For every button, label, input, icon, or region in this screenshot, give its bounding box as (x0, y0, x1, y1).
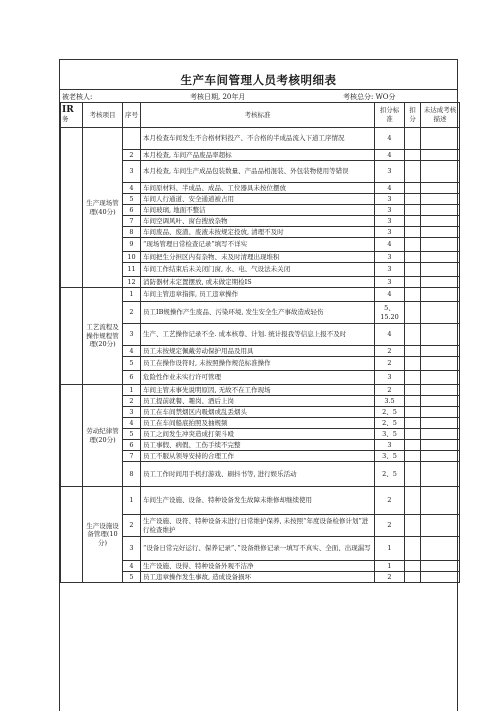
standard-cell: 车间主管违章指挥, 员工违章操作 (141, 288, 375, 302)
standard-cell: 本月检查, 车间生产成品包装数量、产品品相混装、外包装物使用等错误 (141, 161, 375, 183)
deduct-standard-cell: 4 (375, 150, 405, 161)
standard-cell: 生产设施、设得、特种设备外观不洁净 (141, 561, 375, 572)
standard-cell: 员工未按规定佩戴劳动保护用品及用具 (141, 346, 375, 357)
seq-cell: 3 (123, 324, 141, 346)
deduct-standard-cell: 3 (375, 440, 405, 451)
header-item: 考核项目 (83, 103, 123, 128)
header-seq: 序号 (123, 103, 141, 128)
seq-cell: 11 (123, 263, 141, 277)
standard-cell: 员工工作时间用手机打游戏、刷抖书等, 进行娱乐活动 (141, 462, 375, 487)
deduct-cell[interactable] (405, 357, 421, 371)
seq-cell: 4 (123, 183, 141, 194)
deduct-standard-cell: 1 (375, 561, 405, 572)
blank-cell (61, 487, 83, 583)
deduct-standard-cell: 3、5 (375, 429, 405, 440)
seq-cell: 10 (123, 252, 141, 263)
date-label: 考核日期, 20年月 (190, 93, 246, 101)
deduct-cell[interactable] (405, 462, 421, 487)
standard-cell: 车间工作结束后未关闭门窗, 水、电、气设法未关闭 (141, 263, 375, 277)
deduct-cell[interactable] (405, 418, 421, 429)
deduct-standard-cell: 2 (375, 357, 405, 371)
deduct-cell[interactable] (405, 216, 421, 227)
seq-cell: 2 (123, 396, 141, 407)
unmet-description-cell[interactable] (421, 385, 460, 396)
unmet-description-cell[interactable] (421, 371, 460, 385)
category-cell: 生产设施设备管理(10分) (83, 487, 123, 583)
header-deduct: 扣分 (405, 103, 421, 128)
table-row (61, 288, 460, 302)
deduct-cell[interactable] (405, 429, 421, 440)
deduct-standard-cell: 2 (375, 346, 405, 357)
deduct-standard-cell: 3 (375, 194, 405, 205)
unmet-description-cell[interactable] (421, 429, 460, 440)
deduct-standard-cell: 4 (375, 128, 405, 150)
deduct-cell[interactable] (405, 396, 421, 407)
category-cell: 劳动纪律管理(20分) (83, 385, 123, 487)
standard-cell: 本月检查, 车间产品废品率超标 (141, 150, 375, 161)
seq-cell: 3 (123, 161, 141, 183)
standard-cell: 车间把生分担区内有杂物、未及时清理出现堆积 (141, 252, 375, 263)
seq-cell: 4 (123, 346, 141, 357)
assessment-sheet (59, 59, 458, 711)
unmet-description-cell[interactable] (421, 418, 460, 429)
standard-cell: 车间原材料、半成品、成品、工位器具未按位摆放 (141, 183, 375, 194)
deduct-cell[interactable] (405, 385, 421, 396)
unmet-description-cell[interactable] (421, 451, 460, 462)
seq-cell: 8 (123, 462, 141, 487)
unmet-description-cell[interactable] (421, 537, 460, 561)
unmet-description-cell[interactable] (421, 357, 460, 371)
seq-cell (123, 128, 141, 150)
deduct-cell[interactable] (405, 451, 421, 462)
deduct-standard-cell: 3 (375, 227, 405, 238)
deduct-standard-cell: 2 (375, 385, 405, 396)
deduct-standard-cell: 4 (375, 288, 405, 302)
deduct-standard-cell: 3、5 (375, 451, 405, 462)
deduct-standard-cell: 3 (375, 263, 405, 277)
deduct-cell[interactable] (405, 227, 421, 238)
unmet-description-cell[interactable] (421, 227, 460, 238)
deduct-standard-cell: 3 (375, 371, 405, 385)
deduct-standard-cell: 2 (375, 487, 405, 515)
blank-cell (61, 128, 83, 288)
deduct-cell[interactable] (405, 515, 421, 537)
standard-cell: 员工事假、病假、工伤手续不完整 (141, 440, 375, 451)
unmet-description-cell[interactable] (421, 515, 460, 537)
table-row (61, 128, 460, 150)
standard-cell: 消防器材未定置摆放, 或未做定期检IS (141, 277, 375, 288)
standard-cell: 车间人行通道、安全通道被占用 (141, 194, 375, 205)
unmet-description-cell[interactable] (421, 396, 460, 407)
deduct-standard-cell: 3 (375, 205, 405, 216)
unmet-description-cell[interactable] (421, 205, 460, 216)
deduct-standard-cell: 4 (375, 183, 405, 194)
deduct-standard-cell: 3 (375, 277, 405, 288)
deduct-cell[interactable] (405, 150, 421, 161)
header-unmet-description: 未达成考核描述 (421, 103, 460, 128)
page-title: 生产车间管理人员考核明细表 (180, 73, 337, 87)
deduct-cell[interactable] (405, 371, 421, 385)
seq-cell: 8 (123, 227, 141, 238)
unmet-description-cell[interactable] (421, 462, 460, 487)
meta-row (60, 89, 457, 103)
deduct-cell[interactable] (405, 302, 421, 324)
unmet-description-cell[interactable] (421, 572, 460, 583)
deduct-cell[interactable] (405, 263, 421, 277)
deduct-cell[interactable] (405, 183, 421, 194)
unmet-description-cell[interactable] (421, 263, 460, 277)
deduct-cell[interactable] (405, 205, 421, 216)
deduct-standard-cell: 3.5 (375, 396, 405, 407)
header-deduct-standard: 扣分标准 (375, 103, 405, 128)
deduct-standard-cell: 4 (375, 238, 405, 252)
seq-cell: 4 (123, 418, 141, 429)
seq-cell: 9 (123, 238, 141, 252)
unmet-description-cell[interactable] (421, 302, 460, 324)
standard-cell: 车间空调风叶、窗台搜放杂物 (141, 216, 375, 227)
seq-cell: 5 (123, 357, 141, 371)
category-cell: 生产现场管理(40分) (83, 128, 123, 288)
seq-cell: 1 (123, 288, 141, 302)
standard-cell: 危险性作业未实行许可管理 (141, 371, 375, 385)
seq-cell: 2 (123, 150, 141, 161)
seq-cell: 4 (123, 561, 141, 572)
standard-cell: 员工之间发生冲突造成打架斗殴 (141, 429, 375, 440)
standard-cell: 员工IB规操作产生废品、污染环境, 发生安全生产事故造成轻伤 (141, 302, 375, 324)
seq-cell: 1 (123, 385, 141, 396)
seq-cell: 6 (123, 205, 141, 216)
unmet-description-cell[interactable] (421, 487, 460, 515)
deduct-standard-cell: 3 (375, 252, 405, 263)
standard-cell: 员工在车间禁烟区内吸烟或乱丢烟头 (141, 407, 375, 418)
seq-cell: 2 (123, 302, 141, 324)
seq-cell: 5 (123, 429, 141, 440)
standard-cell: 员工提前就餐、趣岗、酒后上岗 (141, 396, 375, 407)
deduct-cell[interactable] (405, 194, 421, 205)
unmet-description-cell[interactable] (421, 440, 460, 451)
deduct-standard-cell: 4 (375, 324, 405, 346)
deduct-standard-cell: 2 (375, 572, 405, 583)
deduct-standard-cell: 3 (375, 216, 405, 227)
seq-cell: 7 (123, 216, 141, 227)
unmet-description-cell[interactable] (421, 324, 460, 346)
standard-cell: “现场管理日常检查记录”填写不详实 (141, 238, 375, 252)
standard-cell: 本月检查车间发生不合格材料投产、不合格的半成品流入下道工序情况 (141, 128, 375, 150)
standard-cell: 员工在车间船底拍照及抽规频 (141, 418, 375, 429)
standard-cell: 车间生产设施、设备、特种设备发生故障未维修却继续使用 (141, 487, 375, 515)
examinee-label: 被老核人: (62, 93, 93, 101)
seq-cell: 12 (123, 277, 141, 288)
deduct-standard-cell: 1 (375, 537, 405, 561)
unmet-description-cell[interactable] (421, 161, 460, 183)
table-row (61, 487, 460, 515)
standard-cell: “设备日常完好运行、保养记录”、”设备维修记录一填写不真实、全面、出现漏写 (141, 537, 375, 561)
unmet-description-cell[interactable] (421, 183, 460, 194)
seq-cell: 3 (123, 537, 141, 561)
deduct-standard-cell: 3 (375, 161, 405, 183)
unmet-description-cell[interactable] (421, 346, 460, 357)
header-standard: 考核标准 (141, 103, 375, 128)
unmet-description-cell[interactable] (421, 288, 460, 302)
header-first: IR务 (61, 103, 83, 128)
standard-cell: 员工违章操作发生事故, 造成设备损坏 (141, 572, 375, 583)
deduct-cell[interactable] (405, 277, 421, 288)
unmet-description-cell[interactable] (421, 238, 460, 252)
standard-cell: 员工在操作设符时, 未按照操作规范标准操作 (141, 357, 375, 371)
standard-cell: 生产设施、设符、特种设备未进行日常维护保养, 未按照“年度设备检修计划”进行检查维护 (141, 515, 375, 537)
seq-cell: 6 (123, 440, 141, 451)
deduct-standard-cell: 5、15.20 (375, 302, 405, 324)
deduct-cell[interactable] (405, 161, 421, 183)
total-score-label: 考核总分: WO分 (343, 93, 396, 101)
unmet-description-cell[interactable] (421, 216, 460, 227)
standard-cell: 车间废品、废渣、废液未按规定投放, 清理不及时 (141, 227, 375, 238)
seq-cell: 6 (123, 371, 141, 385)
deduct-standard-cell: 2 (375, 515, 405, 537)
deduct-cell[interactable] (405, 346, 421, 357)
deduct-cell[interactable] (405, 440, 421, 451)
deduct-cell[interactable] (405, 407, 421, 418)
deduct-cell[interactable] (405, 128, 421, 150)
standard-cell: 生产、工艺操作记录不全. 成本核尊、计划. 统计报我等信息上报不及时 (141, 324, 375, 346)
standard-cell: 车间玻璃, 地面不整洁 (141, 205, 375, 216)
standard-cell: 员工不服从领导安持的合理工作 (141, 451, 375, 462)
seq-cell: 5 (123, 572, 141, 583)
seq-cell: 5 (123, 194, 141, 205)
seq-cell: 3 (123, 407, 141, 418)
seq-cell: 7 (123, 451, 141, 462)
unmet-description-cell[interactable] (421, 561, 460, 572)
deduct-cell[interactable] (405, 487, 421, 515)
blank-cell (61, 385, 83, 487)
deduct-cell[interactable] (405, 252, 421, 263)
deduct-standard-cell: 2、5 (375, 418, 405, 429)
deduct-cell[interactable] (405, 288, 421, 302)
deduct-cell[interactable] (405, 561, 421, 572)
header-row (61, 103, 460, 128)
table-row (61, 385, 460, 396)
unmet-description-cell[interactable] (421, 128, 460, 150)
category-cell: 工艺流程及操作规程管理(20分) (83, 288, 123, 385)
deduct-cell[interactable] (405, 324, 421, 346)
deduct-standard-cell: 2、5 (375, 462, 405, 487)
assessment-table (60, 102, 460, 583)
unmet-description-cell[interactable] (421, 252, 460, 263)
deduct-cell[interactable] (405, 238, 421, 252)
deduct-cell[interactable] (405, 572, 421, 583)
standard-cell: 车间主管未事先说明原因, 无故不在工作现场 (141, 385, 375, 396)
deduct-standard-cell: 2、5 (375, 407, 405, 418)
unmet-description-cell[interactable] (421, 277, 460, 288)
unmet-description-cell[interactable] (421, 407, 460, 418)
unmet-description-cell[interactable] (421, 194, 460, 205)
unmet-description-cell[interactable] (421, 150, 460, 161)
seq-cell: 2 (123, 515, 141, 537)
seq-cell: 1 (123, 487, 141, 515)
deduct-cell[interactable] (405, 537, 421, 561)
blank-cell (61, 288, 83, 385)
